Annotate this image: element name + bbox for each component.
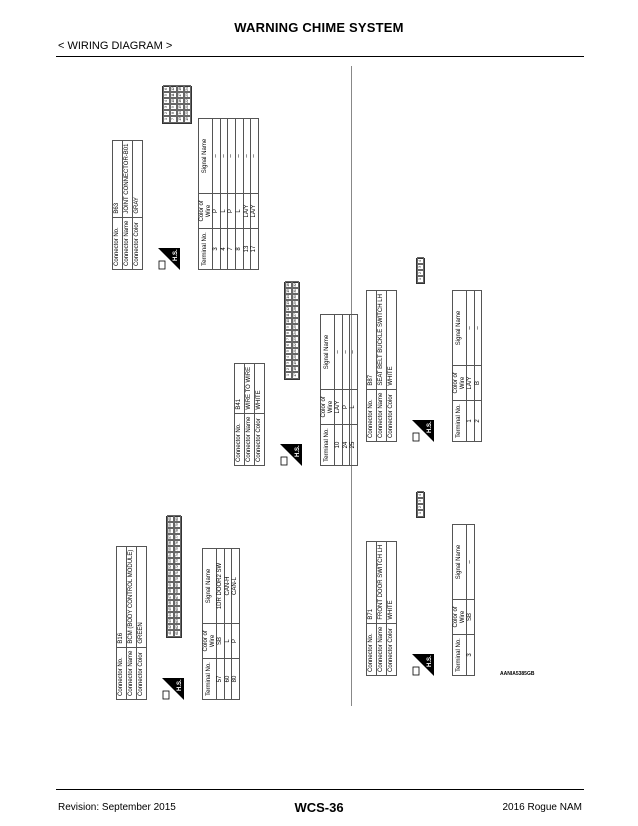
terminal-number: 2	[474, 401, 482, 442]
connector-pin: 68	[174, 587, 181, 595]
connector-pin: 58	[167, 527, 174, 535]
connector-pin: 1	[417, 275, 424, 283]
terminal-row	[235, 119, 243, 270]
terminal-table	[202, 548, 240, 700]
connector-pin: 48	[167, 587, 174, 595]
connector-pin: 23	[184, 91, 191, 99]
connector-pin: 61	[174, 629, 181, 637]
terminal-number: 25	[350, 425, 358, 466]
connector-pin: 70	[174, 575, 181, 583]
connector-panel	[366, 258, 481, 442]
connector-pin: 24	[184, 85, 191, 93]
terminal-table-header	[199, 119, 213, 270]
connector-pin: 47	[167, 593, 174, 601]
terminal-table	[452, 290, 482, 442]
connector-color-label: Connector Color	[132, 217, 142, 269]
header-divider	[56, 56, 584, 57]
footer-page-number: WCS-36	[294, 800, 344, 815]
signal-name: CAN-L	[232, 549, 240, 624]
connector-pin: 59	[167, 521, 174, 529]
connector-number: B16	[117, 546, 127, 647]
connector-name-label: Connector Name	[126, 647, 136, 699]
connector-pin: 54	[167, 551, 174, 559]
signal-name: –	[342, 315, 350, 390]
connector-pin: 2	[417, 503, 424, 511]
wire-color: L	[224, 624, 232, 659]
page-title: WARNING CHIME SYSTEM	[234, 20, 404, 35]
signal-name: –	[350, 315, 358, 390]
connector-number-label: Connector No.	[367, 623, 377, 675]
wire-color: LA/Y	[335, 390, 343, 425]
connector-name: BCM (BODY CONTROL MODULE)	[126, 546, 136, 647]
hs-connector-icon	[162, 678, 184, 700]
connector-color-row	[254, 363, 264, 465]
connector-face	[416, 492, 425, 518]
connector-pin: 22	[184, 97, 191, 105]
connector-pin: 20	[292, 353, 299, 361]
signal-name: –	[220, 119, 228, 194]
connector-pin: 50	[167, 575, 174, 583]
connector-pin: 19	[292, 359, 299, 367]
footer-divider	[56, 789, 584, 790]
signal-name-header: Signal Name	[203, 549, 217, 624]
wire-color: B	[474, 366, 482, 401]
terminal-no-header: Terminal No.	[453, 635, 467, 676]
connector-pin: 4	[163, 97, 170, 105]
footer-revision: Revision: September 2015	[58, 802, 176, 813]
terminal-number: 7	[228, 229, 236, 270]
terminal-number: 3	[467, 635, 475, 676]
wire-color-header: Color of Wire	[321, 390, 335, 425]
connector-color-label: Connector Color	[386, 389, 396, 441]
connector-pin: 1	[417, 509, 424, 517]
connector-color-label: Connector Color	[136, 647, 146, 699]
connector-pin: 46	[167, 599, 174, 607]
connector-pin: 11	[170, 91, 177, 99]
image-code: AANIA5385GB	[500, 671, 535, 677]
connector-info-table	[366, 541, 397, 676]
wire-color: P	[213, 194, 221, 229]
connector-pin: 14	[285, 293, 292, 301]
connector-number-label: Connector No.	[117, 647, 127, 699]
connector-panel	[234, 282, 357, 466]
terminal-row	[213, 119, 221, 270]
connector-face	[416, 258, 425, 284]
connector-number: B63	[113, 140, 123, 217]
connector-pin: 3	[163, 103, 170, 111]
connector-pin: 19	[184, 115, 191, 123]
terminal-number: 1	[467, 401, 475, 442]
connector-pin: 64	[174, 611, 181, 619]
connector-name-row	[122, 140, 132, 269]
connector-number: B87	[367, 291, 377, 390]
terminal-row	[220, 119, 228, 270]
connector-pin: 49	[167, 581, 174, 589]
wire-color: L	[350, 390, 358, 425]
connector-pin: 7	[285, 335, 292, 343]
connector-color-label: Connector Color	[254, 413, 264, 465]
signal-name: –	[467, 291, 475, 366]
connector-pin: 17	[292, 371, 299, 379]
connector-pin: 66	[174, 599, 181, 607]
connector-pin: 5	[163, 91, 170, 99]
wire-color-header: Color of Wire	[453, 600, 467, 635]
terminal-row	[467, 525, 475, 676]
connector-pin: 4	[417, 491, 424, 499]
connector-pin: 51	[167, 569, 174, 577]
connector-pin: 71	[174, 569, 181, 577]
connector-pin: 53	[167, 557, 174, 565]
connector-name-row	[244, 363, 254, 465]
connector-pin: 4	[417, 257, 424, 265]
terminal-row	[342, 315, 350, 466]
signal-name-header: Signal Name	[199, 119, 213, 194]
terminal-no-header: Terminal No.	[321, 425, 335, 466]
connector-pin: 73	[174, 557, 181, 565]
connector-number-label: Connector No.	[367, 389, 377, 441]
terminal-table-header	[453, 291, 467, 442]
connector-face	[166, 516, 182, 638]
terminal-number: 60	[224, 659, 232, 700]
connector-pin: 18	[177, 85, 184, 93]
terminal-table-header	[453, 525, 467, 676]
signal-name: –	[243, 119, 251, 194]
signal-name: –	[235, 119, 243, 194]
svg-text:H.S.: H.S.	[295, 445, 301, 457]
section-label: < WIRING DIAGRAM >	[58, 40, 173, 52]
connector-name-label: Connector Name	[122, 217, 132, 269]
connector-name: FRONT DOOR SWITCH LH	[376, 541, 386, 623]
connector-pin: 2	[285, 365, 292, 373]
connector-pin: 13	[177, 115, 184, 123]
connector-pin: 45	[167, 605, 174, 613]
connector-pin: 8	[285, 329, 292, 337]
terminal-number: 13	[243, 229, 251, 270]
wire-color: SB	[217, 624, 225, 659]
connector-pin: 27	[292, 311, 299, 319]
terminal-no-header: Terminal No.	[203, 659, 217, 700]
connector-panel	[116, 516, 239, 700]
connector-pin: 65	[174, 605, 181, 613]
terminal-row	[243, 119, 251, 270]
connector-info-table	[112, 140, 143, 270]
terminal-row	[467, 291, 475, 442]
terminal-row	[217, 549, 225, 700]
connector-pin: 32	[292, 281, 299, 289]
connector-pin: 6	[285, 341, 292, 349]
hs-connector-icon	[280, 444, 302, 466]
connector-pin: 29	[292, 299, 299, 307]
connector-face	[284, 282, 300, 380]
connector-number-label: Connector No.	[113, 217, 123, 269]
connector-number-row	[235, 363, 245, 465]
connector-pin: 25	[292, 323, 299, 331]
svg-text:H.S.: H.S.	[173, 249, 179, 261]
footer-model: 2016 Rogue NAM	[502, 802, 582, 813]
connector-pin: 2	[163, 109, 170, 117]
wire-color: SB	[467, 600, 475, 635]
connector-pin: 17	[177, 91, 184, 99]
terminal-row	[350, 315, 358, 466]
connector-face	[162, 86, 192, 124]
signal-name: –	[335, 315, 343, 390]
connector-color-label: Connector Color	[386, 623, 396, 675]
connector-name-row	[376, 541, 386, 675]
signal-name-header: Signal Name	[453, 291, 467, 366]
connector-color: WHITE	[386, 291, 396, 390]
connector-pin: 24	[292, 329, 299, 337]
connector-pin: 74	[174, 551, 181, 559]
connector-pin: 14	[177, 109, 184, 117]
connector-pin: 63	[174, 617, 181, 625]
hs-connector-icon	[412, 420, 434, 442]
connector-info-table	[234, 363, 265, 466]
terminal-no-header: Terminal No.	[453, 401, 467, 442]
connector-pin: 3	[417, 263, 424, 271]
connector-pin: 8	[170, 109, 177, 117]
wire-color: LA/Y	[467, 366, 475, 401]
connector-pin: 10	[170, 97, 177, 105]
connector-pin: 75	[174, 545, 181, 553]
svg-text:H.S.: H.S.	[427, 421, 433, 433]
terminal-number: 8	[235, 229, 243, 270]
connector-pin: 52	[167, 563, 174, 571]
connector-color: GRAY	[132, 140, 142, 217]
connector-pin: 76	[174, 539, 181, 547]
connector-pin: 20	[184, 109, 191, 117]
wire-color: L	[235, 194, 243, 229]
signal-name-header: Signal Name	[321, 315, 335, 390]
connector-color-row	[386, 291, 396, 442]
connector-pin: 78	[174, 527, 181, 535]
connector-pin: 80	[174, 515, 181, 523]
connector-info-table	[116, 546, 147, 700]
signal-name: –	[228, 119, 236, 194]
connector-pin: 18	[292, 365, 299, 373]
connector-number-row	[113, 140, 123, 269]
connector-number: B71	[367, 541, 377, 623]
terminal-number: 4	[220, 229, 228, 270]
connector-name: JOINT CONNECTOR-B01	[122, 140, 132, 217]
connector-pin: 77	[174, 533, 181, 541]
connector-color: WHITE	[386, 541, 396, 623]
connector-pin: 26	[292, 317, 299, 325]
connector-pin: 62	[174, 623, 181, 631]
terminal-table	[198, 118, 259, 270]
terminal-table-header	[321, 315, 335, 466]
connector-number-row	[117, 546, 127, 699]
connector-pin: 15	[285, 287, 292, 295]
connector-color-row	[136, 546, 146, 699]
connector-pin: 79	[174, 521, 181, 529]
connector-pin: 28	[292, 305, 299, 313]
wire-color: LA/Y	[243, 194, 251, 229]
wire-color-header: Color of Wire	[453, 366, 467, 401]
connector-pin: 7	[170, 115, 177, 123]
connector-pin: 56	[167, 539, 174, 547]
terminal-no-header: Terminal No.	[199, 229, 213, 270]
hs-connector-icon	[158, 248, 180, 270]
connector-pin: 42	[167, 623, 174, 631]
svg-text:H.S.: H.S.	[177, 679, 183, 691]
connector-pin: 67	[174, 593, 181, 601]
svg-text:H.S.: H.S.	[427, 655, 433, 667]
signal-name-header: Signal Name	[453, 525, 467, 600]
terminal-row	[224, 549, 232, 700]
connector-name: SEAT BELT BUCKLE SWITCH LH	[376, 291, 386, 390]
connector-pin: 57	[167, 533, 174, 541]
connector-number-label: Connector No.	[235, 413, 245, 465]
connector-pin: 11	[285, 311, 292, 319]
connector-pin: 31	[292, 287, 299, 295]
connector-pin: 1	[163, 115, 170, 123]
signal-name: CAN-H	[224, 549, 232, 624]
wire-color: P	[228, 194, 236, 229]
connector-color-row	[132, 140, 142, 269]
terminal-number: 80	[232, 659, 240, 700]
connector-name: WIRE TO WIRE	[244, 363, 254, 413]
connector-name-label: Connector Name	[376, 623, 386, 675]
connector-panel	[366, 492, 478, 676]
connector-pin: 9	[170, 103, 177, 111]
connector-pin: 13	[285, 299, 292, 307]
connector-pin: 16	[177, 97, 184, 105]
connector-pin: 4	[285, 353, 292, 361]
wire-color-header: Color of Wire	[199, 194, 213, 229]
connector-pin: 15	[177, 103, 184, 111]
connector-pin: 16	[285, 281, 292, 289]
connector-color-row	[386, 541, 396, 675]
connector-pin: 12	[170, 85, 177, 93]
connector-pin: 10	[285, 317, 292, 325]
terminal-row	[228, 119, 236, 270]
connector-pin: 9	[285, 323, 292, 331]
signal-name: –	[474, 291, 482, 366]
connector-name-row	[376, 291, 386, 442]
wire-color: LA/Y	[251, 194, 259, 229]
connector-pin: 6	[163, 85, 170, 93]
connector-pin: 1	[285, 371, 292, 379]
connector-name-row	[126, 546, 136, 699]
connector-pin: 3	[417, 497, 424, 505]
terminal-number: 17	[251, 229, 259, 270]
connector-pin: 3	[285, 359, 292, 367]
connector-pin: 5	[285, 347, 292, 355]
connector-number: B41	[235, 363, 245, 413]
connector-pin: 44	[167, 611, 174, 619]
connector-pin: 12	[285, 305, 292, 313]
connector-pin: 21	[292, 347, 299, 355]
hs-connector-icon	[412, 654, 434, 676]
terminal-table	[452, 524, 475, 676]
connector-pin: 72	[174, 563, 181, 571]
connector-pin: 69	[174, 581, 181, 589]
connector-color: GREEN	[136, 546, 146, 647]
signal-name: 1DR DOOR2 SW	[217, 549, 225, 624]
terminal-table-header	[203, 549, 217, 700]
terminal-row	[251, 119, 259, 270]
signal-name: –	[213, 119, 221, 194]
terminal-row	[232, 549, 240, 700]
connector-pin: 21	[184, 103, 191, 111]
signal-name: –	[251, 119, 259, 194]
terminal-number: 3	[213, 229, 221, 270]
connector-pin: 55	[167, 545, 174, 553]
signal-name: –	[467, 525, 475, 600]
wire-color-header: Color of Wire	[203, 624, 217, 659]
connector-pin: 60	[167, 515, 174, 523]
connector-pin: 43	[167, 617, 174, 625]
terminal-number: 24	[342, 425, 350, 466]
connector-pin: 41	[167, 629, 174, 637]
connector-name-label: Connector Name	[376, 389, 386, 441]
terminal-row	[474, 291, 482, 442]
connector-pin: 23	[292, 335, 299, 343]
connector-info-table	[366, 290, 397, 442]
connector-color: WHITE	[254, 363, 264, 413]
connector-number-row	[367, 291, 377, 442]
terminal-number: 10	[335, 425, 343, 466]
terminal-number: 57	[217, 659, 225, 700]
wire-color: L	[220, 194, 228, 229]
terminal-table	[320, 314, 358, 466]
wire-color: P	[342, 390, 350, 425]
connector-panel	[112, 86, 258, 270]
connector-number-row	[367, 541, 377, 675]
terminal-row	[335, 315, 343, 466]
connector-name-label: Connector Name	[244, 413, 254, 465]
connector-pin: 30	[292, 293, 299, 301]
connector-pin: 2	[417, 269, 424, 277]
connector-pin: 22	[292, 341, 299, 349]
wire-color: P	[232, 624, 240, 659]
